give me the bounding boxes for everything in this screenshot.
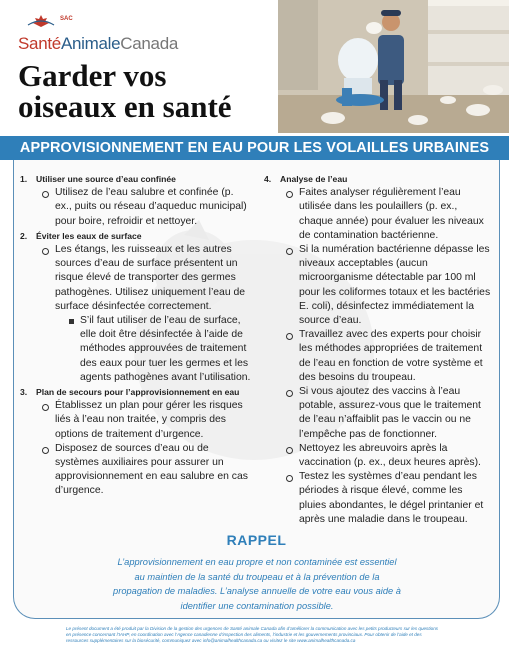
list-item: Travaillez avec des experts pour choisir les méthodes appropriées de traitement de l’eau en fonction de votre système et des besoins du troupeau. bbox=[264, 328, 492, 385]
section-1-number: 1. bbox=[20, 174, 28, 184]
list-item: Faites analyser régulièrement l’eau utilisée dans les poulaillers (p. ex., chaque année) pour évaluer les niveaux de contamination bactérienne. bbox=[264, 186, 492, 243]
logo bbox=[18, 14, 178, 54]
section-4-title bbox=[264, 172, 492, 186]
list-item: Établissez un plan pour gérer les risques liés à l’eau non traitée, y compris des options de traitement d’urgence. bbox=[20, 399, 252, 442]
section-1-title bbox=[20, 172, 252, 186]
section-3-title bbox=[20, 385, 252, 399]
section-4-heading: Analyse de l’eau bbox=[280, 174, 348, 184]
section-3-heading: Plan de secours pour l’approvisionnement en eau bbox=[36, 387, 240, 398]
section-1-heading: Utiliser une source d’eau confinée bbox=[36, 174, 176, 184]
page-title: Garder vos oiseaux en santé bbox=[18, 58, 232, 124]
logo-acronym: SAC bbox=[60, 16, 73, 22]
banner-title: APPROVISIONNEMENT EN EAU POUR LES VOLAILLES URBAINES bbox=[19, 140, 490, 156]
farmer-photo bbox=[278, 0, 509, 133]
content-panel bbox=[13, 160, 500, 619]
logo-name-part2: Animale bbox=[60, 34, 121, 53]
list-item: Disposez de sources d’eau ou de systèmes auxiliaires pour assurer un approvisionnement en eau salubre en cas d’urgence. bbox=[20, 442, 252, 499]
rappel-text: L’approvisionnement en eau propre et non contaminée est essentiel au maintien de la santé du troupeau et à la prévention de la propagation de maladies. L’analyse annuelle de votre eau vous aide à identifier une contamination possible. bbox=[113, 557, 401, 611]
logo-name-part3: Canada bbox=[120, 34, 179, 53]
rappel-title: RAPPEL bbox=[226, 532, 287, 548]
section-2-number: 2. bbox=[20, 230, 28, 241]
list-item: Utilisez de l’eau salubre et confinée (p. ex., puits ou réseau d’aqueduc municipal) pour boire, refroidir et nettoyer. bbox=[20, 186, 252, 229]
section-4-number: 4. bbox=[264, 174, 272, 184]
left-column bbox=[20, 172, 252, 499]
right-column bbox=[264, 172, 492, 527]
section-2-title bbox=[20, 229, 252, 243]
section-3-number: 3. bbox=[20, 387, 28, 398]
header bbox=[0, 0, 509, 135]
sub-list-item: S’il faut utiliser de l’eau de surface, elle doit être désinfectée à l’aide de méthodes approuvées de traitement des eaux pour tuer les germes et les agents pathogènes avant l’utilisation. bbox=[20, 314, 252, 385]
list-item: Les étangs, les ruisseaux et les autres sources d’eau de surface présentent un risque élevé de transporter des germes pathogènes. Utilisez uniquement l’eau de surface désinfectée correctement. bbox=[20, 243, 252, 314]
logo-name-part1: Santé bbox=[18, 34, 61, 53]
list-item: Nettoyez les abreuvoirs après la vaccination (p. ex., deux heures après). bbox=[264, 442, 492, 470]
list-item: Si vous ajoutez des vaccins à l’eau potable, assurez-vous que le traitement de l’eau n’affaiblit pas le vaccin ou ne l’empêche pas de fonctionner. bbox=[264, 385, 492, 442]
footer-note: Le présent document a été produit par la Division de la gestion des urgences de Santé animale Canada afin d’améliorer la communication avec les petits producteurs sur les questions en présence concernant l’IAHP, en coordination avec l’Agence canadienne d’inspection des aliments, l’industrie et les gouvernements provinciaux. Pour obtenir de l’aide et des ressources supplémentaires sur la biosécurité, communiquez avec info@animalhealthcanada.ca ou visitez le site www.animalhealthcanada.ca bbox=[66, 626, 439, 644]
logo-name bbox=[18, 34, 178, 54]
maple-leaf-icon bbox=[26, 14, 56, 28]
section-2-heading: Éviter les eaux de surface bbox=[36, 230, 142, 241]
section-banner bbox=[0, 136, 509, 160]
list-item: Si la numération bactérienne dépasse les niveaux acceptables (aucun microorganisme détectable par 100 ml pour les coliformes totaux et les bactéries E. coli), désinfectez immédiatement la source d’eau. bbox=[264, 243, 492, 328]
list-item: Testez les systèmes d’eau pendant les périodes à risque élevé, comme les pluies abondantes, le dégel printanier et après une maladie dans le troupeau. bbox=[264, 470, 492, 527]
